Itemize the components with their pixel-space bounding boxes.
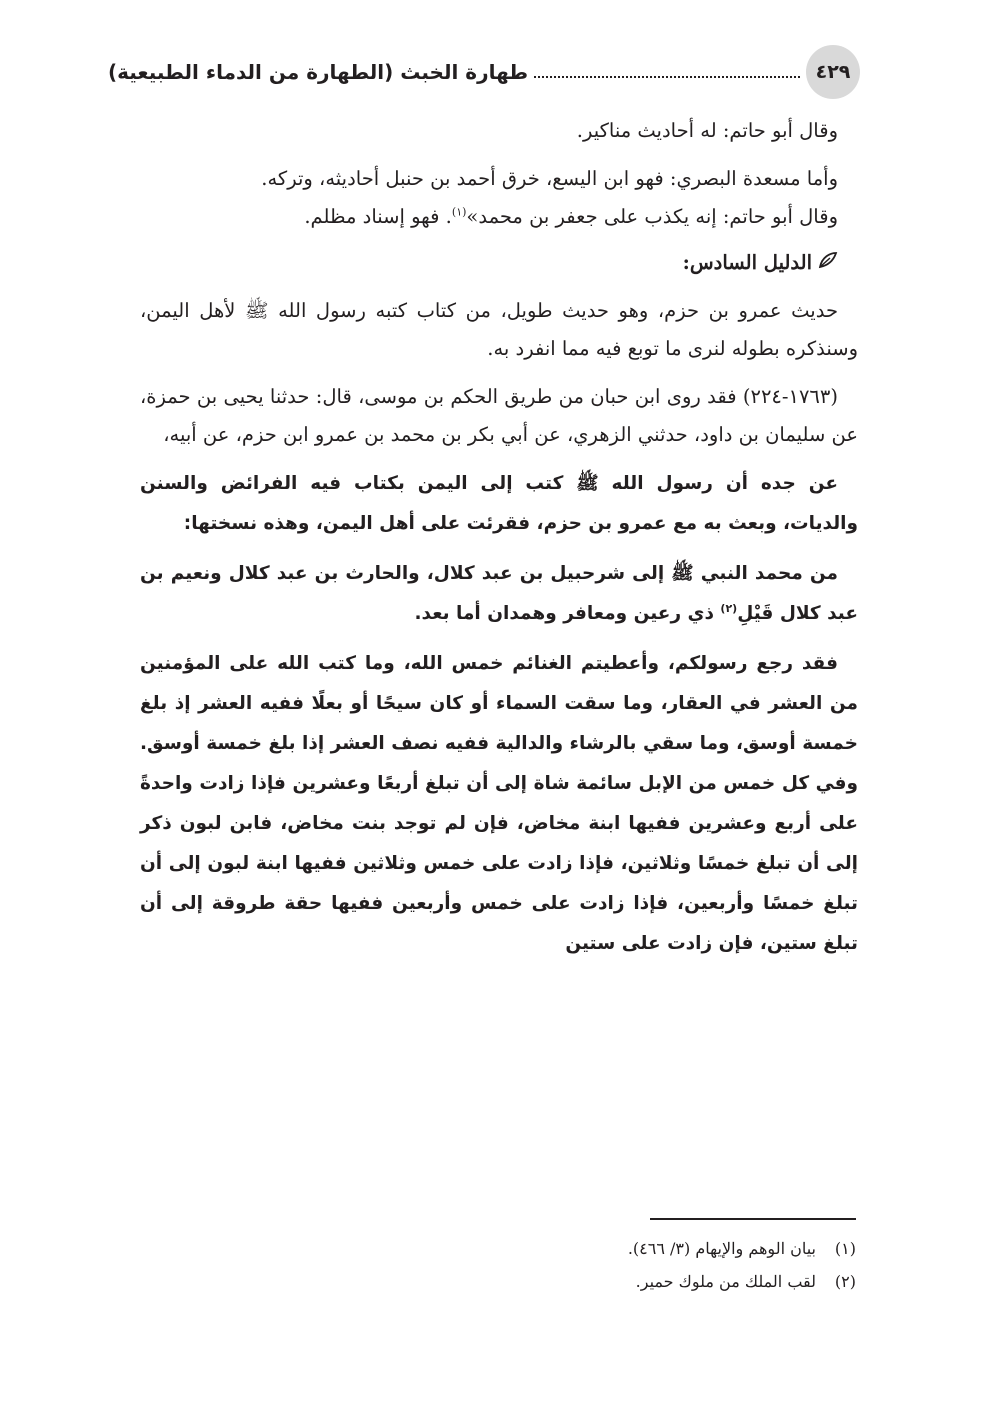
main-text bbox=[140, 112, 858, 964]
footnote-text: بيان الوهم والإيهام (٣/ ٤٦٦). bbox=[627, 1239, 816, 1258]
header-dotted-leader bbox=[534, 76, 800, 78]
footnote-ref-1[interactable]: (١) bbox=[451, 205, 467, 219]
paragraph-abu-hatim-1: وقال أبو حاتم: له أحاديث مناكير. bbox=[576, 119, 838, 142]
paragraph-amr-hadith: حديث عمرو بن حزم، وهو حديث طويل، من كتاب كتبه رسول الله ﷺ لأهل اليمن، وسنذكره بطوله لنرى ما توبع فيه مما انفرد به. bbox=[140, 299, 858, 360]
footnote-number: (٢) bbox=[834, 1272, 856, 1291]
section-heading bbox=[140, 244, 858, 282]
footnote-item bbox=[156, 1232, 856, 1265]
heading-text: الدليل السادس: bbox=[682, 251, 812, 274]
paragraph-abu-hatim-2 bbox=[140, 198, 858, 236]
footnote-separator bbox=[650, 1218, 856, 1220]
footnote-text: لقب الملك من ملوك حمير. bbox=[635, 1272, 816, 1291]
paragraph-matn-2 bbox=[140, 554, 858, 634]
paragraph-masada: وأما مسعدة البصري: فهو ابن اليسع، خرق أحمد بن حنبل أحاديثه، وتركه. bbox=[261, 167, 838, 190]
footnote-item bbox=[156, 1265, 856, 1298]
paragraph-matn-1: عن جده أن رسول الله ﷺ كتب إلى اليمن بكتاب فيه الفرائض والسنن والديات، وبعث به مع عمرو بن حزم، فقرئت على أهل اليمن، وهذه نسختها: bbox=[140, 473, 858, 534]
paragraph-isnad: (١٧٦٣-٢٢٤) فقد روى ابن حبان من طريق الحكم بن موسى، قال: حدثنا يحيى بن حمزة، عن سليمان بن داود، حدثني الزهري، عن أبي بكر بن محمد بن عمرو ابن حزم، عن أبيه، bbox=[140, 385, 858, 446]
running-header bbox=[108, 44, 860, 100]
header-title: طهارة الخبث (الطهارة من الدماء الطبيعية) bbox=[108, 60, 529, 84]
paragraph-text: . فهو إسناد مظلم. bbox=[304, 205, 452, 228]
paragraph-text: ذي رعين ومعافر وهمدان أما بعد. bbox=[414, 603, 721, 624]
footnote-number: (١) bbox=[834, 1239, 856, 1258]
paragraph-matn-3: فقد رجع رسولكم، وأعطيتم الغنائم خمس الله، وما كتب الله على المؤمنين من العشر في العقار، وما سقت السماء أو كان سيحًا أو بعلًا ففيه العشر إذ بلغ خمسة أوسق، وما سقي بالرشاء والدالية ففيه نصف العشر إذا بلغ خمسة أوسق. وفي كل خمس من الإبل سائمة شاة إلى أن تبلغ أربعًا وعشرين فإذا زادت واحدةً على أربع وعشرين ففيها ابنة مخاض، فإن لم توجد بنت مخاض، فابن لبون ذكر إلى أن تبلغ خمسًا وثلاثين، فإذا زادت على خمس وثلاثين ففيها ابنة لبون إلى أن تبلغ خمسًا وأربعين، فإذا زادت على خمس وأربعين ففيها حقة طروقة إلى أن تبلغ ستين، فإن زادت على ستين bbox=[140, 653, 858, 954]
paragraph-text: وقال أبو حاتم: إنه يكذب على جعفر بن محمد» bbox=[466, 205, 838, 228]
footnote-ref-2[interactable]: (٢) bbox=[720, 601, 738, 615]
page-number: ٤٢٩ bbox=[806, 45, 860, 99]
leaf-ornament-icon bbox=[818, 251, 838, 274]
footnotes bbox=[156, 1232, 856, 1298]
paragraph-text: من محمد النبي ﷺ إلى شرحبيل بن عبد كلال، والحارث بن عبد كلال ونعيم بن عبد كلال قَيْلِ bbox=[140, 563, 858, 624]
